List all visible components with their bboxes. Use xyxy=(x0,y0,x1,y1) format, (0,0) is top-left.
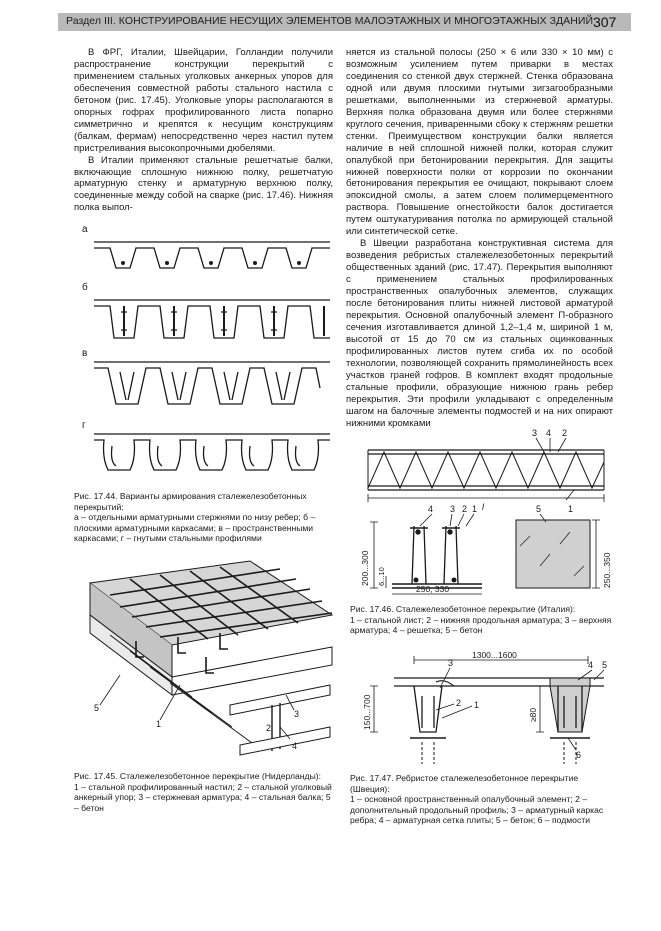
fig-17-46-section-callout-4: 4 xyxy=(428,504,434,514)
fig-17-46-dim-height-right: 250...350 xyxy=(602,552,612,588)
fig-17-46-section-callout-3: 3 xyxy=(450,504,456,514)
fig-17-46-callout-4: 4 xyxy=(546,428,552,438)
caption-17-47: Рис. 17.47. Ребристое сталежелезобетонное перекрытие (Швеция): 1 – основной пространственный опалубочный элемент; 2 – дополнительный продольный профиль; 3 – арматурный каркас ребра; 4 – арматурная сетка плиты; 5 – бетон; 6 – подмости xyxy=(350,773,604,826)
variant-label-a: а xyxy=(82,224,88,235)
figure-17-45 xyxy=(80,555,342,765)
fig-17-47-dim-span: 1300...1600 xyxy=(472,650,517,660)
fig-17-47-callout-6: 6 xyxy=(576,750,582,760)
fig-17-46-dim-small: 6...10 xyxy=(377,567,386,586)
paragraph: В Италии применяют стальные решетчатые балки, включающие сплошную нижнюю полку, решетчатую арматурную стенку и арматурную верхнюю полку, соединенные между собой на сварке (рис. 17.46). Нижняя полка выпол- xyxy=(74,154,333,214)
variant-b-profile xyxy=(94,300,330,338)
variant-g-profile xyxy=(94,434,330,470)
figure-17-46 xyxy=(354,426,616,596)
variant-v-profile xyxy=(94,362,330,404)
fig-17-47-callout-2: 2 xyxy=(456,698,462,708)
fig-17-46-dim-height: 200...300 xyxy=(360,550,370,586)
fig-17-46-section-callout-2: 2 xyxy=(462,504,468,514)
paragraph: В Швеции разработана конструктивная система для возведения ребристых сталежелезобетонных перекрытий общественных зданий (рис. 17.47). Перекрытия выполняют с применением стальных профилированных пространственных опалубочных элементов, служащих после бетонирования плиты нижней листовой арматурой перекрытия. Основной опалубочный элемент П-образного сечения изготавливается длиной 1,2–1,4 м, шириной 1 м, высотой от 15 до 70 см из стальных оцинкованных профилированных листов путем сгиба их по особой технологии, позволяющей сохранить прямолинейность всех участков граней гофров. В комплект входят продольные стальные профили, образующие нижнюю грань ребер перекрытия. Эти профили укладывают с определенным шагом на балочные элементы подмостей и на них опирают нижними кромками xyxy=(346,238,613,429)
fig-17-47-callout-3: 3 xyxy=(448,658,454,668)
variant-label-g: г xyxy=(82,420,86,431)
caption-17-46: Рис. 17.46. Сталежелезобетонное перекрытие (Италия): 1 – стальной лист; 2 – нижняя продольная арматура; 3 – верхняя арматура; 4 – решетка; 5 – бетон xyxy=(350,604,612,636)
figure-17-47 xyxy=(354,648,616,770)
caption-17-45: Рис. 17.45. Сталежелезобетонное перекрытие (Нидерланды): 1 – стальной профилированный настил; 2 – стальной уголковый анкерный упор; 3 – стержневая арматура; 4 – стальная балка; 5 – бетон xyxy=(74,771,332,813)
fig-17-46-callout-2: 2 xyxy=(562,428,568,438)
fig-17-47-dim-height: 150...700 xyxy=(362,694,372,730)
left-column-text xyxy=(74,47,333,214)
fig-17-46-span-label: l xyxy=(482,502,484,512)
fig-17-47-callout-5: 5 xyxy=(602,660,608,670)
running-header-title: Раздел III. КОНСТРУИРОВАНИЕ НЕСУЩИХ ЭЛЕМЕНТОВ МАЛОЭТАЖНЫХ И МНОГОЭТАЖНЫХ ЗДАНИЙ xyxy=(66,15,594,27)
fig-17-45-callout-2: 2 xyxy=(266,723,272,733)
running-header xyxy=(58,13,631,31)
fig-17-47-dim-min: ≥80 xyxy=(528,707,538,722)
variant-label-b: б xyxy=(82,282,88,293)
fig-17-46-callout-1: 1 xyxy=(568,504,574,514)
variant-a-profile xyxy=(94,242,330,268)
fig-17-46-section-callout-5: 5 xyxy=(536,504,542,514)
fig-17-46-dim-width: 250; 330 xyxy=(416,584,450,594)
fig-17-47-callout-1: 1 xyxy=(474,700,480,710)
paragraph: няется из стальной полосы (250 × 6 или 330 × 10 мм) с возможным усилением путем приварки в местах соединения со стенкой двух стержней. Стенка образована одной или двумя плоскими гнутыми зигзагообразными решетками, выполненными из стержневой арматуры. Верхняя полка образована двумя или более стержнями круглого сечения, приваренными сбоку к стержням решетки стенки. Преимуществом конструкции балки является наличие в ней сплошной нижней полки, которая служит опалубкой при бетонировании перекрытия. Для защиты нижней поверхности полки от коррозии по окончании бетонирования перекрытия ее очищают, покрывают слоем эпоксидной смолы, а затем слоем полимерцементного раствора. Повышение огнестойкости балок достигается путем оштукатуривания потолка по армирующей стальной или синтетической сетке. xyxy=(346,47,613,238)
fig-17-46-section-callout-1: 1 xyxy=(472,504,478,514)
page-number: 307 xyxy=(593,14,617,30)
fig-17-45-callout-1: 1 xyxy=(156,719,162,729)
figure-17-44 xyxy=(80,218,342,490)
paragraph: В ФРГ, Италии, Швейцарии, Голландии получили распространение конструкции перекрытий с применением стальных уголковых анкерных упоров для обеспечения совместной работы стального настила с бетоном (рис. 17.45). Уголковые упоры располагаются в опорных гофрах профилированного листа попарно симметрично и крепятся к несущим конструкциям (балкам, фермам) непосредственно через настил путем пристреливания высокопрочными дюбелями. xyxy=(74,47,333,154)
fig-17-47-callout-4: 4 xyxy=(588,660,594,670)
variant-label-v: в xyxy=(82,348,88,359)
fig-17-45-callout-4: 4 xyxy=(292,741,298,751)
right-column-text xyxy=(346,47,613,430)
caption-17-44: Рис. 17.44. Варианты армирования сталежелезобетонных перекрытий: а – отдельными арматурными стержнями по низу ребер; б – плоскими арматурными каркасами; в – пространственными каркасами; г – гнутыми стальными профилями xyxy=(74,491,316,544)
fig-17-46-callout-3: 3 xyxy=(532,428,538,438)
fig-17-45-callout-3: 3 xyxy=(294,709,300,719)
fig-17-45-callout-5: 5 xyxy=(94,703,100,713)
